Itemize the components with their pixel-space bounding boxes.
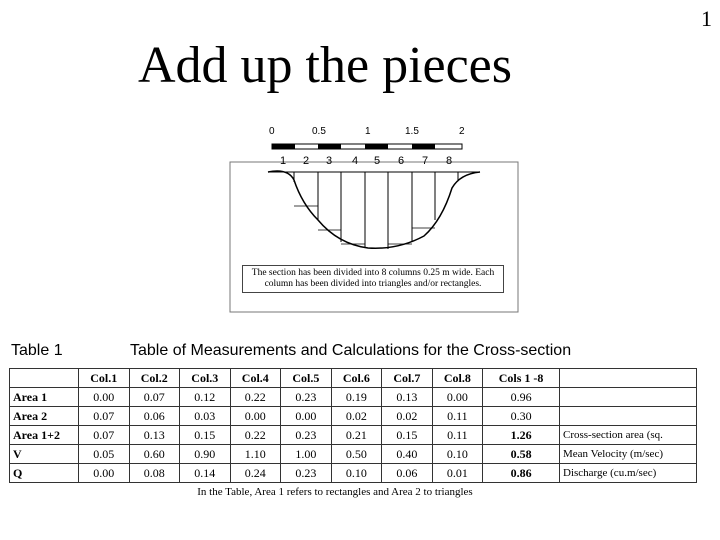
scale-label: 1.5: [405, 126, 419, 137]
row-note: [560, 407, 697, 426]
table-cell: 0.05: [79, 445, 130, 464]
table-cell: 0.11: [432, 407, 483, 426]
table-cell: 0.12: [180, 388, 231, 407]
table-row: [10, 464, 697, 483]
table-cell: 0.13: [129, 426, 180, 445]
table-header-cell: Col.3: [180, 369, 231, 388]
row-note: Cross-section area (sq.: [560, 426, 697, 445]
table-header-row: [10, 369, 697, 388]
column-label: 8: [446, 155, 453, 167]
table-header-cell: Col.2: [129, 369, 180, 388]
table-cell: 0.11: [432, 426, 483, 445]
table-header-cell: Col.7: [382, 369, 433, 388]
total-cell: 0.58: [483, 445, 560, 464]
table-cell: 0.07: [79, 426, 130, 445]
scale-label: 1: [365, 126, 371, 137]
total-cell: 1.26: [483, 426, 560, 445]
table-cell: 0.10: [331, 464, 382, 483]
table-cell: 0.23: [281, 464, 332, 483]
table-header-cell: [560, 369, 697, 388]
table-header-cell: Col.1: [79, 369, 130, 388]
column-label: 5: [374, 155, 381, 167]
table-cell: 0.22: [230, 388, 281, 407]
table-cell: 0.90: [180, 445, 231, 464]
table-cell: 0.60: [129, 445, 180, 464]
table-cell: 0.23: [281, 388, 332, 407]
row-label: Q: [10, 464, 79, 483]
total-cell: 0.30: [483, 407, 560, 426]
table-cell: 0.00: [79, 388, 130, 407]
column-label: 1: [280, 155, 287, 167]
total-cell: 0.96: [483, 388, 560, 407]
table-cell: 0.02: [331, 407, 382, 426]
table-cell: 0.21: [331, 426, 382, 445]
row-label: V: [10, 445, 79, 464]
table-header-cell: Col.4: [230, 369, 281, 388]
table-header-cell: [10, 369, 79, 388]
table-cell: 0.00: [79, 464, 130, 483]
table-cell: 0.23: [281, 426, 332, 445]
column-label: 4: [352, 155, 359, 167]
table-cell: 0.22: [230, 426, 281, 445]
row-note: [560, 388, 697, 407]
table-cell: 0.02: [382, 407, 433, 426]
table-cell: 0.14: [180, 464, 231, 483]
table-cell: 1.10: [230, 445, 281, 464]
scale-label: 0: [269, 126, 275, 137]
table-cell: 0.06: [129, 407, 180, 426]
total-cell: 0.86: [483, 464, 560, 483]
row-label: Area 1: [10, 388, 79, 407]
column-label: 7: [422, 155, 429, 167]
table-row: [10, 388, 697, 407]
table-cell: 0.19: [331, 388, 382, 407]
table-cell: 0.24: [230, 464, 281, 483]
scale-bar: [272, 144, 462, 149]
table-row: [10, 445, 697, 464]
table-cell: 0.40: [382, 445, 433, 464]
table-cell: 0.10: [432, 445, 483, 464]
table-cell: 0.13: [382, 388, 433, 407]
table-cell: 0.00: [230, 407, 281, 426]
table-cell: 1.00: [281, 445, 332, 464]
row-note: Discharge (cu.m/sec): [560, 464, 697, 483]
table-footnote: In the Table, Area 1 refers to rectangles and Area 2 to triangles: [197, 486, 473, 498]
scale-label: 2: [459, 126, 465, 137]
scale-label: 0.5: [312, 126, 326, 137]
table-cell: 0.07: [79, 407, 130, 426]
figure-caption: The section has been divided into 8 columns 0.25 m wide. Each column has been divided into triangles and/or rectangles.: [242, 265, 504, 293]
row-note: Mean Velocity (m/sec): [560, 445, 697, 464]
slide-number: 1: [701, 6, 712, 31]
channel-bed: [268, 171, 480, 248]
table-cell: 0.01: [432, 464, 483, 483]
table-cell: 0.50: [331, 445, 382, 464]
table-cell: 0.15: [180, 426, 231, 445]
table-header-cell: Col.6: [331, 369, 382, 388]
table-cell: 0.08: [129, 464, 180, 483]
table-label: Table 1: [11, 342, 63, 359]
measurements-table: [9, 368, 697, 483]
table-cell: 0.06: [382, 464, 433, 483]
table-cell: 0.03: [180, 407, 231, 426]
table-row: [10, 407, 697, 426]
row-label: Area 1+2: [10, 426, 79, 445]
table-title: Table of Measurements and Calculations for the Cross-section: [130, 342, 572, 359]
table-cell: 0.00: [281, 407, 332, 426]
column-label: 6: [398, 155, 405, 167]
table-cell: 0.15: [382, 426, 433, 445]
table-header-cell: Cols 1 -8: [483, 369, 560, 388]
column-dividers: [294, 172, 458, 249]
table-cell: 0.00: [432, 388, 483, 407]
table-cell: 0.07: [129, 388, 180, 407]
slide-title: Add up the pieces: [137, 37, 512, 94]
table-header-cell: Col.8: [432, 369, 483, 388]
table-row: [10, 426, 697, 445]
row-label: Area 2: [10, 407, 79, 426]
column-label: 2: [303, 155, 310, 167]
table-header-cell: Col.5: [281, 369, 332, 388]
column-label: 3: [326, 155, 333, 167]
